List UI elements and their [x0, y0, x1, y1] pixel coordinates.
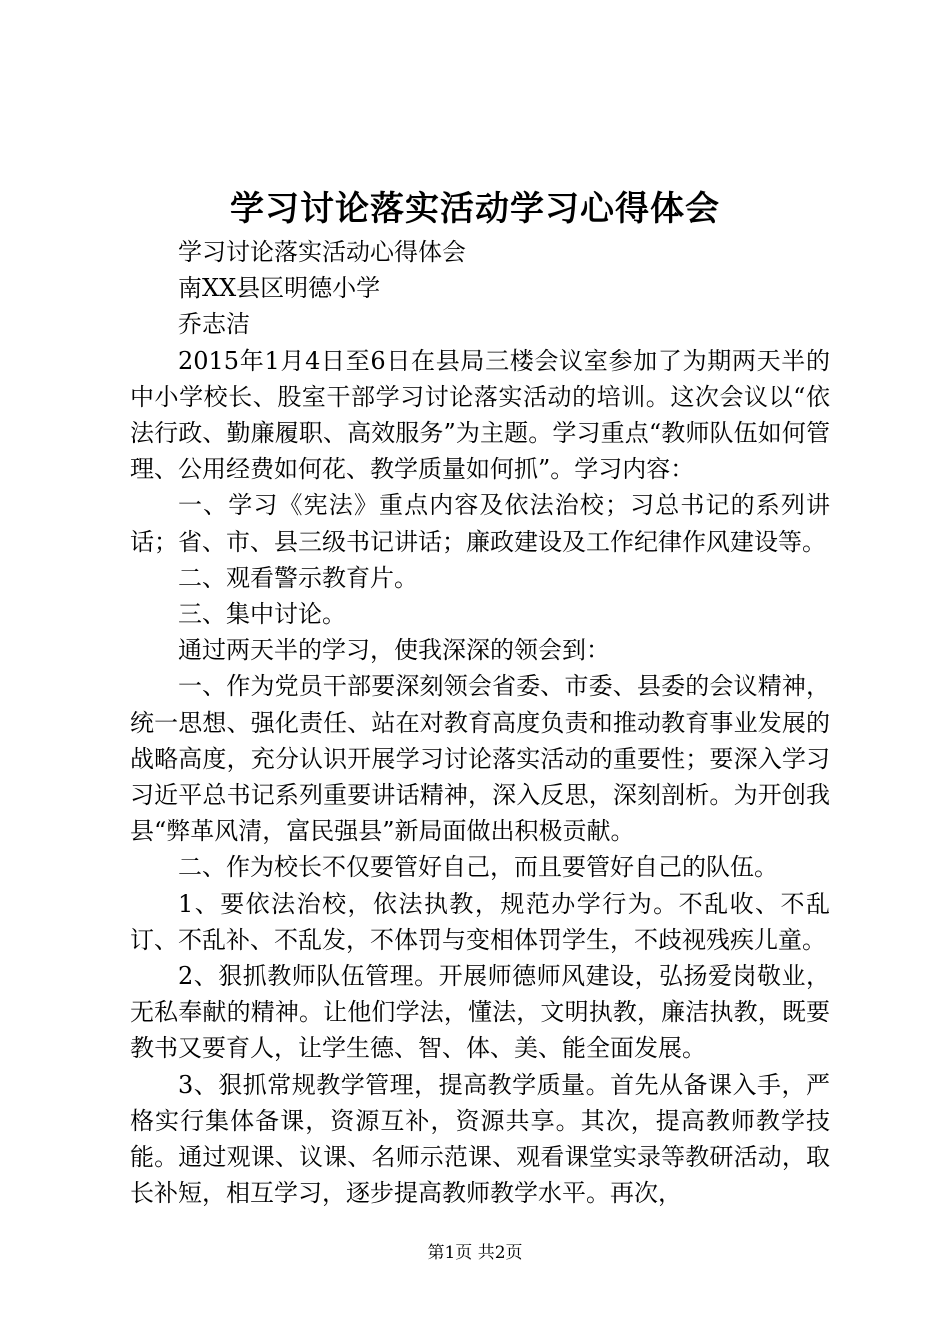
paragraph: 1、要依法治校，依法执教，规范办学行为。不乱收、不乱订、不乱补、不乱发，不体罚与变相体罚学生，不歧视残疾儿童。 [130, 889, 830, 954]
document-body [130, 234, 830, 1211]
paragraph: 通过两天半的学习，使我深深的领会到： [178, 636, 610, 665]
page-footer: 第1页 共2页 [427, 1243, 523, 1263]
paragraph: 二、作为校长不仅要管好自己，而且要管好自己的队伍。 [178, 853, 778, 882]
paragraph: 2、狠抓教师队伍管理。开展师德师风建设，弘扬爱岗敬业，无私奉献的精神。让他们学法，懂法，文明执教，廉洁执教，既要教书又要育人，让学生德、智、体、美、能全面发展。 [130, 962, 830, 1063]
paragraph: 三、集中讨论。 [178, 600, 346, 629]
paragraph: 3、狠抓常规教学管理，提高教学质量。首先从备课入手，严格实行集体备课，资源互补，资源共享。其次，提高教师教学技能。通过观课、议课、名师示范课、观看课堂实录等教研活动，取长补短，相互学习，逐步提高教师教学水平。再次， [130, 1070, 830, 1208]
paragraph-school: 南XX县区明德小学 [178, 274, 381, 303]
paragraph: 2015年1月4日至6日在县局三楼会议室参加了为期两天半的中小学校长、股室干部学习讨论落实活动的培训。这次会议以“依法行政、勤廉履职、高效服务”为主题。学习重点“教师队伍如何管理、公用经费如何花、教学质量如何抓”。学习内容： [130, 346, 830, 484]
paragraph: 一、学习《宪法》重点内容及依法治校；习总书记的系列讲话；省、市、县三级书记讲话；廉政建设及工作纪律作风建设等。 [130, 491, 830, 556]
document-title: 学习讨论落实活动学习心得体会 [230, 189, 720, 229]
paragraph: 二、观看警示教育片。 [178, 563, 418, 592]
paragraph: 一、作为党员干部要深刻领会省委、市委、县委的会议精神，统一思想、强化责任、站在对教育高度负责和推动教育事业发展的战略高度，充分认识开展学习讨论落实活动的重要性；要深入学习习近平总书记系列重要讲话精神，深入反思，深刻剖析。为开创我县“弊革风清，富民强县”新局面做出积极贡献。 [130, 672, 830, 846]
paragraph-subtitle: 学习讨论落实活动心得体会 [178, 238, 466, 266]
paragraph-author: 乔志洁 [178, 310, 250, 339]
